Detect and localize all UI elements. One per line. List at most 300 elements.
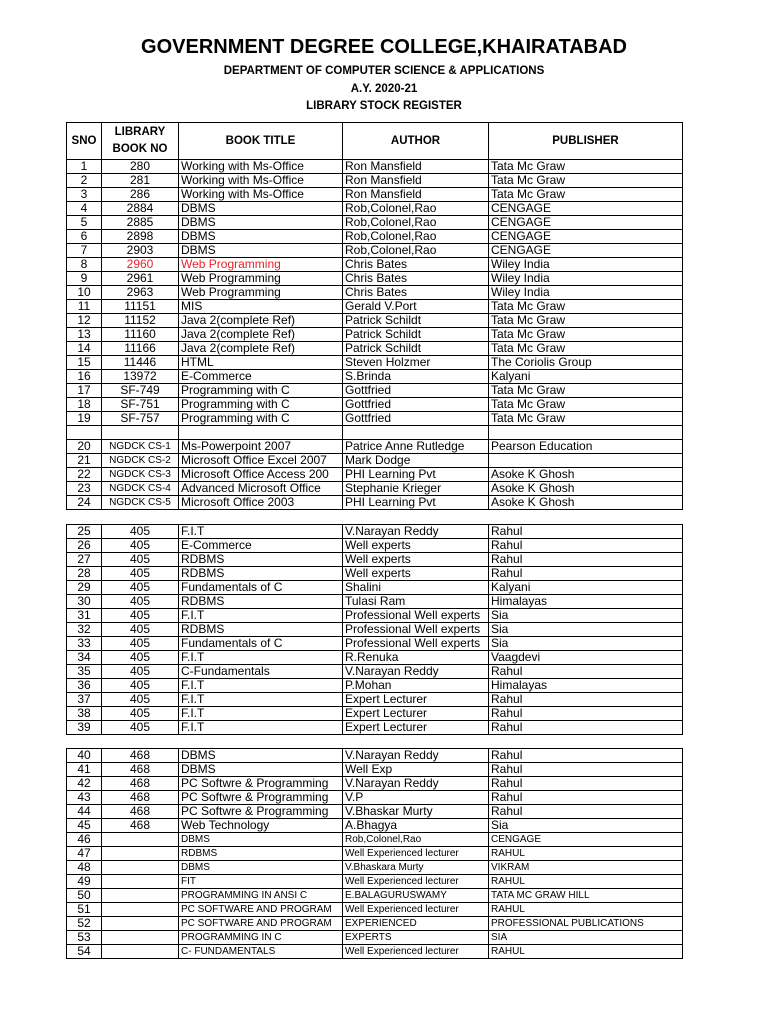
table-row — [67, 188, 683, 202]
cell-author: Gerald V.Port — [343, 300, 489, 314]
col-header-library-book-no — [102, 123, 179, 160]
cell-book-title: F.I.T — [179, 679, 343, 693]
cell-sno: 45 — [67, 819, 102, 833]
cell-book-title: RDBMS — [179, 595, 343, 609]
cell-library-book-no: 2963 — [102, 286, 179, 300]
cell-author: V.Narayan Reddy — [343, 777, 489, 791]
table-row — [67, 174, 683, 188]
academic-year: A.Y. 2020-21 — [350, 83, 418, 95]
cell-book-title: DBMS — [179, 861, 343, 875]
cell-library-book-no: 13972 — [102, 370, 179, 384]
cell-publisher: Rahul — [489, 777, 683, 791]
cell-publisher: Rahul — [489, 539, 683, 553]
cell-library-book-no — [102, 931, 179, 945]
cell-author: Patrick Schildt — [343, 342, 489, 356]
cell-sno: 43 — [67, 791, 102, 805]
cell-publisher: Tata Mc Graw — [489, 328, 683, 342]
cell-library-book-no: 280 — [102, 160, 179, 174]
table-row — [67, 553, 683, 567]
table-row — [67, 328, 683, 342]
cell-sno: 39 — [67, 721, 102, 735]
cell-publisher: PROFESSIONAL PUBLICATIONS — [489, 917, 683, 931]
cell-author: Well Experienced lecturer — [343, 875, 489, 889]
cell-sno: 16 — [67, 370, 102, 384]
cell-publisher: Tata Mc Graw — [489, 174, 683, 188]
cell-sno: 28 — [67, 567, 102, 581]
table-row — [67, 861, 683, 875]
cell-library-book-no: 11166 — [102, 342, 179, 356]
cell-book-title: F.I.T — [179, 707, 343, 721]
table-row — [67, 637, 683, 651]
table-row — [67, 889, 683, 903]
cell-publisher: Rahul — [489, 567, 683, 581]
cell-author: Expert Lecturer — [343, 693, 489, 707]
cell-publisher: RAHUL — [489, 945, 683, 959]
cell-author: Expert Lecturer — [343, 721, 489, 735]
cell-library-book-no: 468 — [102, 791, 179, 805]
cell-sno: 38 — [67, 707, 102, 721]
cell-author: Rob,Colonel,Rao — [343, 833, 489, 847]
cell-sno: 47 — [67, 847, 102, 861]
cell-sno: 20 — [67, 440, 102, 454]
cell-book-title: Programming with C — [179, 412, 343, 426]
table-row — [67, 875, 683, 889]
cell-author: Well Experienced lecturer — [343, 847, 489, 861]
cell-book-title: FIT — [179, 875, 343, 889]
table-row — [67, 286, 683, 300]
table-row — [67, 216, 683, 230]
table-row — [67, 609, 683, 623]
cell-library-book-no: 2884 — [102, 202, 179, 216]
cell-publisher: Himalayas — [489, 679, 683, 693]
table-row — [67, 567, 683, 581]
table-row — [67, 398, 683, 412]
cell-library-book-no: 405 — [102, 665, 179, 679]
cell-book-title: DBMS — [179, 244, 343, 258]
cell-publisher: CENGAGE — [489, 216, 683, 230]
cell-publisher: Himalayas — [489, 595, 683, 609]
cell-publisher: Kalyani — [489, 370, 683, 384]
cell-library-book-no: 405 — [102, 637, 179, 651]
cell-sno: 51 — [67, 903, 102, 917]
cell-sno: 48 — [67, 861, 102, 875]
cell-author: Gottfried — [343, 384, 489, 398]
cell-publisher: Asoke K Ghosh — [489, 468, 683, 482]
cell-book-title: PC Softwre & Programming — [179, 777, 343, 791]
cell-sno: 23 — [67, 482, 102, 496]
cell-publisher: Rahul — [489, 763, 683, 777]
cell-sno: 36 — [67, 679, 102, 693]
table-row — [67, 342, 683, 356]
cell-book-title: F.I.T — [179, 525, 343, 539]
cell-library-book-no: NGDCK CS-1 — [102, 440, 179, 454]
col-header-author: AUTHOR — [343, 123, 489, 160]
table-row — [67, 749, 683, 763]
cell-sno — [67, 426, 102, 440]
table-row — [67, 651, 683, 665]
cell-book-title: DBMS — [179, 763, 343, 777]
cell-publisher: Rahul — [489, 665, 683, 679]
cell-book-title: Working with Ms-Office — [179, 188, 343, 202]
cell-book-title: PC SOFTWARE AND PROGRAM — [179, 917, 343, 931]
table-row — [67, 791, 683, 805]
cell-author: V.Bhaskar Murty — [343, 805, 489, 819]
cell-sno: 18 — [67, 398, 102, 412]
cell-author: Rob,Colonel,Rao — [343, 244, 489, 258]
cell-library-book-no: 2961 — [102, 272, 179, 286]
table-row — [67, 945, 683, 959]
cell-sno: 24 — [67, 496, 102, 510]
cell-book-title: Fundamentals of C — [179, 637, 343, 651]
table-row — [67, 258, 683, 272]
cell-library-book-no — [102, 903, 179, 917]
cell-book-title: HTML — [179, 356, 343, 370]
cell-publisher: Sia — [489, 609, 683, 623]
cell-author: Rob,Colonel,Rao — [343, 202, 489, 216]
cell-sno: 12 — [67, 314, 102, 328]
cell-author: Gottfried — [343, 398, 489, 412]
cell-book-title: Java 2(complete Ref) — [179, 314, 343, 328]
cell-library-book-no: 11152 — [102, 314, 179, 328]
cell-book-title: Advanced Microsoft Office — [179, 482, 343, 496]
cell-book-title: F.I.T — [179, 651, 343, 665]
cell-publisher: Wiley India — [489, 272, 683, 286]
cell-sno: 14 — [67, 342, 102, 356]
table-row — [67, 777, 683, 791]
table-row — [67, 679, 683, 693]
cell-sno: 27 — [67, 553, 102, 567]
cell-library-book-no: 286 — [102, 188, 179, 202]
cell-sno: 13 — [67, 328, 102, 342]
table-row — [67, 819, 683, 833]
table-row — [67, 847, 683, 861]
cell-book-title: Web Programming — [179, 258, 343, 272]
cell-publisher: Sia — [489, 623, 683, 637]
cell-author: Well experts — [343, 553, 489, 567]
cell-library-book-no: SF-751 — [102, 398, 179, 412]
table-row — [67, 300, 683, 314]
cell-sno: 53 — [67, 931, 102, 945]
cell-author: Steven Holzmer — [343, 356, 489, 370]
cell-publisher: Tata Mc Graw — [489, 188, 683, 202]
cell-book-title: Web Programming — [179, 272, 343, 286]
cell-sno: 4 — [67, 202, 102, 216]
cell-publisher: RAHUL — [489, 903, 683, 917]
cell-author: P.Mohan — [343, 679, 489, 693]
table-row — [67, 356, 683, 370]
cell-author: Ron Mansfield — [343, 160, 489, 174]
cell-sno: 44 — [67, 805, 102, 819]
cell-book-title: Working with Ms-Office — [179, 160, 343, 174]
cell-author — [343, 426, 489, 440]
cell-book-title: Java 2(complete Ref) — [179, 342, 343, 356]
cell-author: Well Experienced lecturer — [343, 945, 489, 959]
table-row — [67, 805, 683, 819]
cell-sno: 9 — [67, 272, 102, 286]
cell-publisher: Rahul — [489, 693, 683, 707]
col-header-sno: SNO — [67, 123, 102, 160]
cell-publisher: SIA — [489, 931, 683, 945]
cell-library-book-no: 405 — [102, 525, 179, 539]
cell-library-book-no: 405 — [102, 539, 179, 553]
cell-author: Expert Lecturer — [343, 707, 489, 721]
table-row — [67, 202, 683, 216]
cell-library-book-no: 468 — [102, 805, 179, 819]
cell-library-book-no — [102, 945, 179, 959]
cell-book-title: PC SOFTWARE AND PROGRAM — [179, 903, 343, 917]
cell-author: PHI Learning Pvt — [343, 496, 489, 510]
cell-author: Shalini — [343, 581, 489, 595]
cell-author: EXPERTS — [343, 931, 489, 945]
cell-book-title: RDBMS — [179, 553, 343, 567]
stock-table-section-1 — [66, 122, 683, 510]
cell-author: Professional Well experts — [343, 609, 489, 623]
cell-library-book-no: 11160 — [102, 328, 179, 342]
cell-library-book-no: 468 — [102, 819, 179, 833]
cell-book-title: F.I.T — [179, 721, 343, 735]
cell-author: Mark Dodge — [343, 454, 489, 468]
table-row — [67, 384, 683, 398]
cell-library-book-no: 405 — [102, 553, 179, 567]
cell-author: Well experts — [343, 539, 489, 553]
table-row — [67, 468, 683, 482]
cell-sno: 32 — [67, 623, 102, 637]
table-row — [67, 482, 683, 496]
cell-sno: 34 — [67, 651, 102, 665]
cell-publisher: Rahul — [489, 805, 683, 819]
cell-library-book-no: 405 — [102, 707, 179, 721]
table-row — [67, 244, 683, 258]
cell-book-title: DBMS — [179, 202, 343, 216]
cell-book-title: PROGRAMMING IN ANSI C — [179, 889, 343, 903]
cell-publisher: Pearson Education — [489, 440, 683, 454]
cell-publisher: CENGAGE — [489, 244, 683, 258]
cell-sno: 35 — [67, 665, 102, 679]
cell-sno: 40 — [67, 749, 102, 763]
cell-book-title: DBMS — [179, 833, 343, 847]
table-row — [67, 623, 683, 637]
cell-book-title: Microsoft Office Access 200 — [179, 468, 343, 482]
cell-book-title: DBMS — [179, 749, 343, 763]
cell-author: Patrick Schildt — [343, 314, 489, 328]
cell-book-title: DBMS — [179, 216, 343, 230]
cell-publisher: RAHUL — [489, 847, 683, 861]
cell-book-title: RDBMS — [179, 567, 343, 581]
cell-library-book-no: 2960 — [102, 258, 179, 272]
cell-library-book-no: 405 — [102, 609, 179, 623]
cell-library-book-no: 405 — [102, 595, 179, 609]
cell-book-title: Ms-Powerpoint 2007 — [179, 440, 343, 454]
table-row — [67, 230, 683, 244]
cell-sno: 29 — [67, 581, 102, 595]
cell-sno: 42 — [67, 777, 102, 791]
cell-publisher — [489, 454, 683, 468]
cell-sno: 50 — [67, 889, 102, 903]
department-title: DEPARTMENT OF COMPUTER SCIENCE & APPLICATIONS — [223, 65, 545, 77]
cell-book-title: Java 2(complete Ref) — [179, 328, 343, 342]
cell-library-book-no — [102, 889, 179, 903]
cell-author: Stephanie Krieger — [343, 482, 489, 496]
cell-author: Chris Bates — [343, 258, 489, 272]
cell-publisher: Tata Mc Graw — [489, 314, 683, 328]
cell-library-book-no: 405 — [102, 721, 179, 735]
table-header-row — [67, 123, 683, 160]
cell-author: Tulasi Ram — [343, 595, 489, 609]
cell-publisher: Rahul — [489, 721, 683, 735]
table-row — [67, 539, 683, 553]
table-row — [67, 917, 683, 931]
cell-publisher: Vaagdevi — [489, 651, 683, 665]
cell-library-book-no — [102, 833, 179, 847]
cell-book-title: PC Softwre & Programming — [179, 791, 343, 805]
cell-author: Professional Well experts — [343, 637, 489, 651]
cell-library-book-no — [102, 917, 179, 931]
cell-sno: 31 — [67, 609, 102, 623]
cell-publisher: Tata Mc Graw — [489, 342, 683, 356]
cell-book-title: RDBMS — [179, 623, 343, 637]
cell-library-book-no: 468 — [102, 777, 179, 791]
table-row — [67, 903, 683, 917]
cell-author: Patrice Anne Rutledge — [343, 440, 489, 454]
cell-library-book-no: 2898 — [102, 230, 179, 244]
cell-book-title: F.I.T — [179, 693, 343, 707]
cell-publisher: Sia — [489, 637, 683, 651]
cell-publisher: Rahul — [489, 707, 683, 721]
cell-publisher: Rahul — [489, 791, 683, 805]
cell-author: S.Brinda — [343, 370, 489, 384]
cell-sno: 54 — [67, 945, 102, 959]
cell-sno: 30 — [67, 595, 102, 609]
cell-book-title: Microsoft Office Excel 2007 — [179, 454, 343, 468]
table-row — [67, 314, 683, 328]
table-row — [67, 496, 683, 510]
cell-library-book-no — [102, 426, 179, 440]
table-row — [67, 595, 683, 609]
cell-sno: 15 — [67, 356, 102, 370]
cell-library-book-no: 11151 — [102, 300, 179, 314]
table-row — [67, 160, 683, 174]
cell-library-book-no: SF-757 — [102, 412, 179, 426]
cell-publisher: Asoke K Ghosh — [489, 496, 683, 510]
col-header-library-line2: BOOK NO — [112, 143, 168, 155]
cell-publisher: Rahul — [489, 553, 683, 567]
cell-book-title: E-Commerce — [179, 539, 343, 553]
cell-author: V.Narayan Reddy — [343, 749, 489, 763]
cell-sno: 1 — [67, 160, 102, 174]
cell-publisher: Sia — [489, 819, 683, 833]
cell-publisher: Tata Mc Graw — [489, 384, 683, 398]
cell-library-book-no: 405 — [102, 679, 179, 693]
cell-publisher: VIKRAM — [489, 861, 683, 875]
cell-publisher: CENGAGE — [489, 202, 683, 216]
cell-author: Ron Mansfield — [343, 174, 489, 188]
cell-book-title: DBMS — [179, 230, 343, 244]
cell-sno: 52 — [67, 917, 102, 931]
cell-author: Well Experienced lecturer — [343, 903, 489, 917]
cell-book-title: Fundamentals of C — [179, 581, 343, 595]
cell-author: V.Narayan Reddy — [343, 525, 489, 539]
cell-author: A.Bhagya — [343, 819, 489, 833]
cell-sno: 5 — [67, 216, 102, 230]
cell-sno: 6 — [67, 230, 102, 244]
cell-sno: 25 — [67, 525, 102, 539]
col-header-book-title: BOOK TITLE — [179, 123, 343, 160]
cell-book-title: Programming with C — [179, 384, 343, 398]
table-row — [67, 693, 683, 707]
cell-author: R.Renuka — [343, 651, 489, 665]
cell-sno: 33 — [67, 637, 102, 651]
table-row — [67, 412, 683, 426]
cell-publisher: Asoke K Ghosh — [489, 482, 683, 496]
col-header-publisher: PUBLISHER — [489, 123, 683, 160]
cell-sno: 46 — [67, 833, 102, 847]
cell-library-book-no: NGDCK CS-3 — [102, 468, 179, 482]
cell-publisher: RAHUL — [489, 875, 683, 889]
cell-book-title: F.I.T — [179, 609, 343, 623]
cell-sno: 21 — [67, 454, 102, 468]
table-row — [67, 665, 683, 679]
cell-publisher: Wiley India — [489, 258, 683, 272]
cell-library-book-no — [102, 875, 179, 889]
cell-author: V.Bhaskara Murty — [343, 861, 489, 875]
table-row — [67, 833, 683, 847]
cell-publisher: Rahul — [489, 525, 683, 539]
cell-publisher: CENGAGE — [489, 230, 683, 244]
cell-sno: 19 — [67, 412, 102, 426]
cell-library-book-no: 2885 — [102, 216, 179, 230]
cell-publisher: Tata Mc Graw — [489, 160, 683, 174]
cell-sno: 26 — [67, 539, 102, 553]
cell-sno: 8 — [67, 258, 102, 272]
col-header-library-line1: LIBRARY — [114, 126, 166, 138]
cell-author: Professional Well experts — [343, 623, 489, 637]
cell-sno: 22 — [67, 468, 102, 482]
cell-sno: 3 — [67, 188, 102, 202]
cell-publisher: Tata Mc Graw — [489, 300, 683, 314]
cell-author: Well Exp — [343, 763, 489, 777]
cell-publisher: CENGAGE — [489, 833, 683, 847]
cell-library-book-no: 405 — [102, 651, 179, 665]
cell-book-title: Microsoft Office 2003 — [179, 496, 343, 510]
cell-book-title: Programming with C — [179, 398, 343, 412]
cell-sno: 49 — [67, 875, 102, 889]
cell-sno: 7 — [67, 244, 102, 258]
cell-author: E.BALAGURUSWAMY — [343, 889, 489, 903]
cell-library-book-no: 11446 — [102, 356, 179, 370]
cell-library-book-no: 405 — [102, 623, 179, 637]
cell-book-title: RDBMS — [179, 847, 343, 861]
cell-sno: 17 — [67, 384, 102, 398]
cell-book-title: MIS — [179, 300, 343, 314]
table-row — [67, 721, 683, 735]
cell-book-title: E-Commerce — [179, 370, 343, 384]
cell-sno: 11 — [67, 300, 102, 314]
cell-author: Well experts — [343, 567, 489, 581]
cell-author: Rob,Colonel,Rao — [343, 216, 489, 230]
cell-book-title: C-Fundamentals — [179, 665, 343, 679]
cell-author: V.P — [343, 791, 489, 805]
cell-publisher: Rahul — [489, 749, 683, 763]
cell-book-title — [179, 426, 343, 440]
cell-publisher: Wiley India — [489, 286, 683, 300]
table-row — [67, 525, 683, 539]
stock-table-section-2 — [66, 524, 683, 735]
cell-author: PHI Learning Pvt — [343, 468, 489, 482]
table-row — [67, 454, 683, 468]
cell-library-book-no: 468 — [102, 749, 179, 763]
cell-library-book-no — [102, 861, 179, 875]
cell-publisher: The Coriolis Group — [489, 356, 683, 370]
